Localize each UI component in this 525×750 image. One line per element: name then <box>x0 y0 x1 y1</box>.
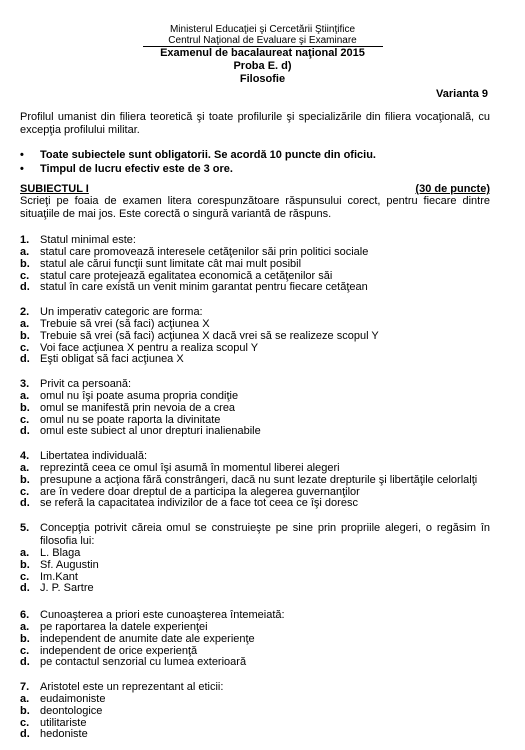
option-letter: d. <box>20 281 30 294</box>
option-text: omul se manifestă prin nevoia de a crea <box>40 401 236 414</box>
option-text: independent de orice experienţă <box>40 644 198 657</box>
option-letter: a. <box>20 693 30 705</box>
question-number: 5. <box>20 522 30 534</box>
option-letter: a. <box>20 462 30 474</box>
option-text: statul în care există un venit minim garantat pentru fiecare cetăţean <box>40 281 368 294</box>
question <box>20 378 490 438</box>
option-letter: b. <box>20 704 30 717</box>
option-text: se referă la capacitatea indivizilor de a face tot ceea ce îşi doresc <box>40 497 358 510</box>
option-letter: b. <box>20 632 30 645</box>
option-text: Trebuie să vrei (să faci) acţiunea X <box>40 318 210 330</box>
question <box>20 234 490 294</box>
option-text: eudaimoniste <box>40 693 106 705</box>
option-letter: a. <box>20 318 30 330</box>
option-letter: c. <box>20 485 30 498</box>
intro-text: Profilul umanist din filiera teoretică şi toate profilurile şi specializările din filiera vocaţională, cu excepţia profilului militar. <box>20 111 490 136</box>
question <box>20 681 490 741</box>
section-points: (30 de puncte) <box>415 183 490 195</box>
answer-option <box>20 426 490 438</box>
exam-title: Examenul de bacalaureat naţional 2015 <box>160 47 365 59</box>
option-letter: c. <box>20 413 30 426</box>
option-text: Trebuie să vrei (să faci) acţiunea X dacă vrei să se realizeze scopul Y <box>40 329 379 342</box>
answer-option <box>20 657 490 669</box>
answer-option <box>20 259 490 271</box>
section-title: SUBIECTUL I <box>20 183 89 195</box>
ministry-name: Ministerul Educaţiei şi Cercetării Ştiinţifice <box>169 24 356 35</box>
option-text: pe contactul senzorial cu lumea exterioară <box>40 656 247 669</box>
option-text: omul nu îşi poate asuma propria condiţie <box>40 390 239 402</box>
option-letter: d. <box>20 728 30 741</box>
answer-option <box>20 718 490 730</box>
option-text: L. Blaga <box>40 547 81 559</box>
question-text: Libertatea individuală: <box>40 450 148 462</box>
option-text: statul ale cărui funcţii sunt limitate cât mai mult posibil <box>40 257 302 270</box>
option-text: Im.Kant <box>40 570 78 583</box>
option-text: Sf. Augustin <box>40 558 99 571</box>
option-text: are în vedere doar dreptul de a participa la alegerea guvernanţilor <box>40 485 360 498</box>
answer-option <box>20 475 490 487</box>
question-number: 2. <box>20 306 30 318</box>
question-text: Concepţia potrivit căreia omul se construieşte pe sine prin propriile alegeri, o regăsim în filosofia lui: <box>40 522 490 547</box>
question-number: 1. <box>20 234 30 246</box>
test-label: Proba E. d) <box>233 60 292 72</box>
option-text: pe raportarea la datele experienţei <box>40 621 208 633</box>
question-number: 3. <box>20 378 30 390</box>
option-text: J. P. Sartre <box>40 582 94 595</box>
option-text: statul care promovează interesele cetăţenilor săi prin politici sociale <box>40 246 369 258</box>
question-text: Cunoaşterea a priori este cunoaşterea întemeiată: <box>40 609 285 621</box>
question-number: 6. <box>20 609 30 621</box>
question-text: Aristotel este un reprezentant al eticii: <box>40 681 224 693</box>
option-text: deontologice <box>40 704 103 717</box>
answer-option <box>20 331 490 343</box>
rule-text: Toate subiectele sunt obligatorii. Se acordă 10 puncte din oficiu. <box>40 149 376 161</box>
option-letter: a. <box>20 621 30 633</box>
option-letter: c. <box>20 269 30 282</box>
answer-option <box>20 634 490 646</box>
answer-option <box>20 498 490 510</box>
answer-option <box>20 403 490 415</box>
option-letter: d. <box>20 656 30 669</box>
variant-label: Varianta 9 <box>436 88 488 100</box>
question <box>20 522 490 595</box>
answer-option <box>20 583 490 595</box>
rule-item <box>20 162 490 176</box>
document-header <box>0 24 525 86</box>
question <box>20 306 490 366</box>
option-letter: d. <box>20 497 30 510</box>
option-letter: a. <box>20 390 30 402</box>
option-letter: b. <box>20 257 30 270</box>
answer-option <box>20 354 490 366</box>
option-text: omul nu se poate raporta la divinitate <box>40 413 221 426</box>
option-text: hedoniste <box>40 728 88 741</box>
option-letter: c. <box>20 341 30 354</box>
subject-label: Filosofie <box>239 73 286 85</box>
option-letter: c. <box>20 716 30 729</box>
question-text: Privit ca persoană: <box>40 378 132 390</box>
answer-option <box>20 282 490 294</box>
option-letter: b. <box>20 329 30 342</box>
option-text: presupune a acţiona fără constrângeri, dacă nu sunt lezate drepturile şi libertăţile celorlalţi <box>40 473 478 486</box>
option-text: Voi face acţiunea X pentru a realiza scopul Y <box>40 341 259 354</box>
question <box>20 609 490 669</box>
answer-option <box>20 706 490 718</box>
option-letter: b. <box>20 558 30 571</box>
option-letter: c. <box>20 644 30 657</box>
bullet-icon: • <box>20 163 24 175</box>
option-letter: d. <box>20 353 30 366</box>
rule-item <box>20 148 490 162</box>
option-text: reprezintă ceea ce omul îşi asumă în momentul liberei alegeri <box>40 462 340 474</box>
question-text: Statul minimal este: <box>40 234 136 246</box>
option-text: independent de anumite date ale experienţe <box>40 632 255 645</box>
option-letter: a. <box>20 547 30 559</box>
option-letter: a. <box>20 246 30 258</box>
option-letter: d. <box>20 582 30 595</box>
option-text: statul care protejează egalitatea economică a cetăţenilor săi <box>40 269 333 282</box>
option-letter: b. <box>20 401 30 414</box>
option-text: utilitariste <box>40 716 87 729</box>
answer-option <box>20 560 490 572</box>
question-number: 7. <box>20 681 30 693</box>
option-letter: b. <box>20 473 30 486</box>
option-text: omul este subiect al unor drepturi inalienabile <box>40 425 261 438</box>
rules-list <box>20 148 490 176</box>
center-name: Centrul Naţional de Evaluare şi Examinare <box>143 35 383 47</box>
option-text: Eşti obligat să faci acţiunea X <box>40 353 184 366</box>
answer-option <box>20 729 490 741</box>
option-letter: d. <box>20 425 30 438</box>
bullet-icon: • <box>20 149 24 161</box>
question-number: 4. <box>20 450 30 462</box>
question <box>20 450 490 510</box>
section-instructions: Scrieţi pe foaia de examen litera corespunzătoare răspunsului corect, pentru fiecare dintre situaţiile de mai jos. Este corectă o singură variantă de răspuns. <box>20 195 490 220</box>
option-letter: c. <box>20 570 30 583</box>
rule-text: Timpul de lucru efectiv este de 3 ore. <box>40 163 233 175</box>
question-text: Un imperativ categoric are forma: <box>40 306 203 318</box>
